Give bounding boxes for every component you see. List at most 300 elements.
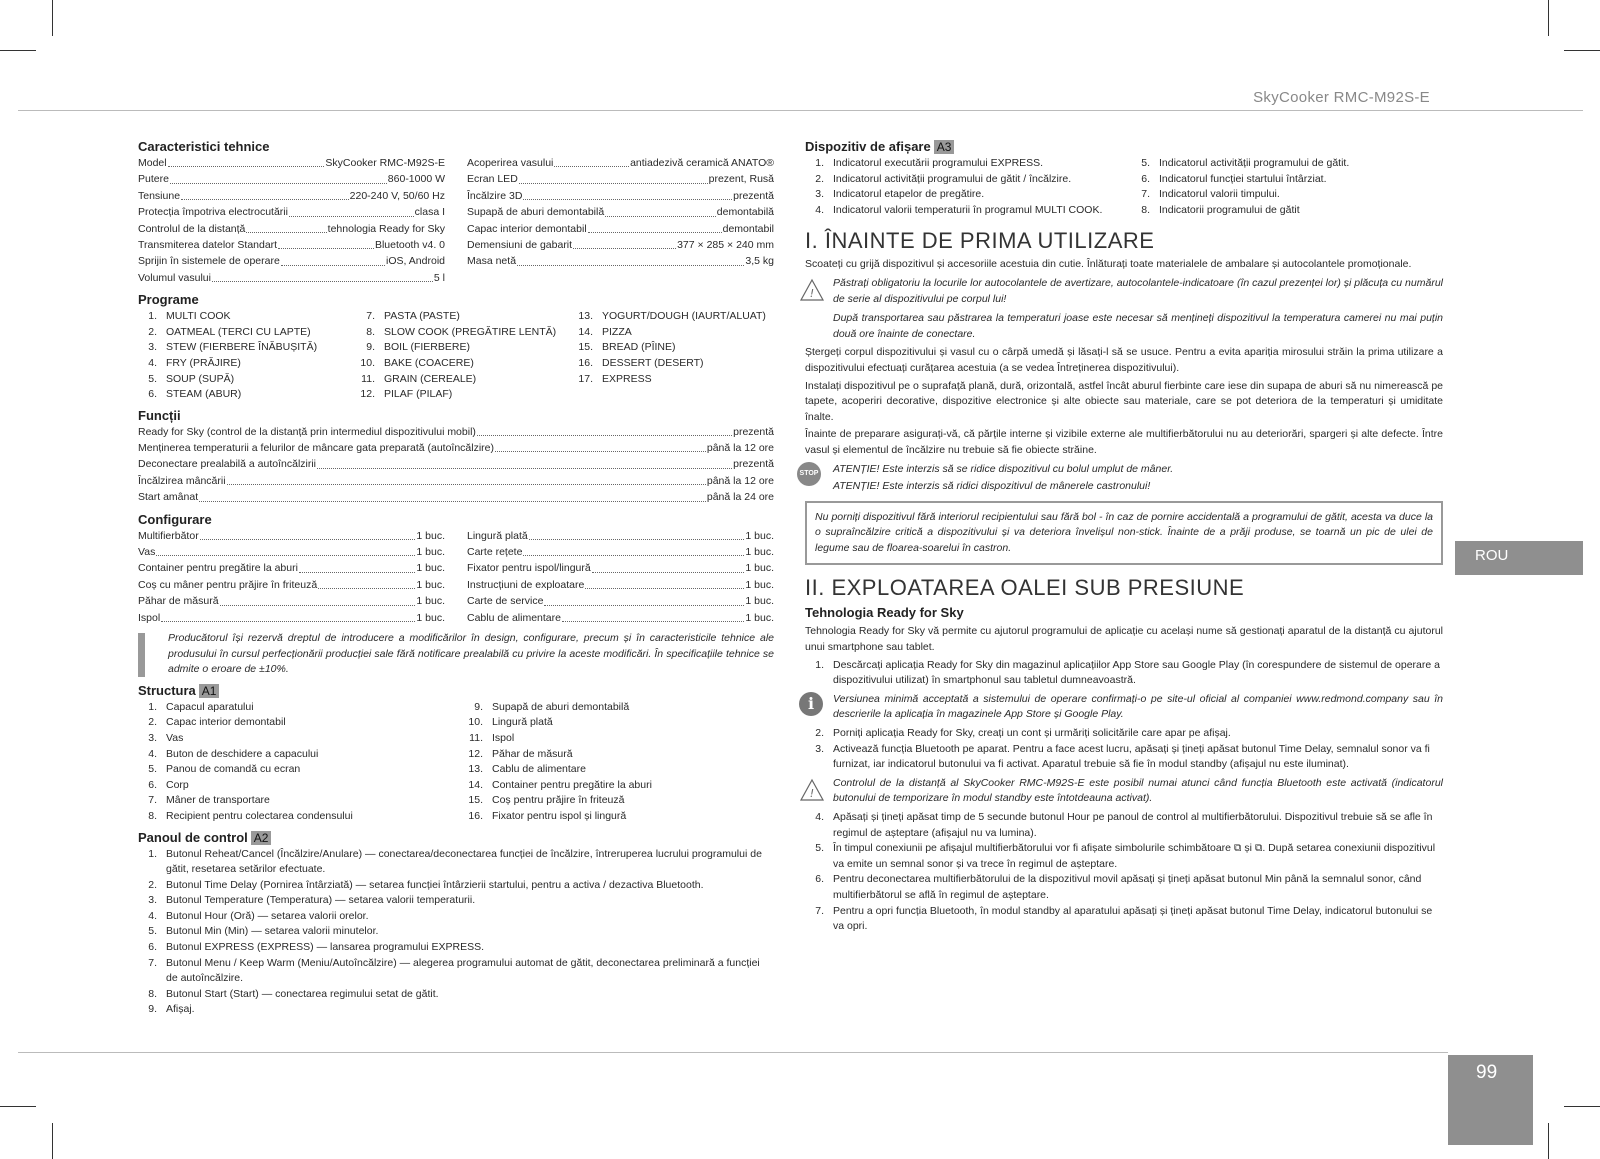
list-item xyxy=(138,847,774,878)
section-1-p1: Scoateți cu grijă dispozitivul și accesoriile acestuia din cutie. Înlăturați toate materialele de ambalare și autocolantele promoționale. xyxy=(805,258,1412,271)
list-item xyxy=(138,809,464,825)
list-item xyxy=(138,372,356,388)
item-text: Pentru a opri funcția Bluetooth, în modul standby al aparatului apăsați și țineți apăsat butonul Time Delay, indicatorul butonului se va opri. xyxy=(833,904,1433,933)
list-item xyxy=(138,747,464,763)
panel-tag: A2 xyxy=(251,831,272,845)
item-number: 7. xyxy=(1141,188,1150,201)
item-number: 10. xyxy=(468,716,483,729)
dot-leader xyxy=(168,156,325,167)
dot-leader xyxy=(299,561,415,572)
dot-leader xyxy=(281,254,385,265)
spec-value: prezentă xyxy=(733,458,774,471)
spec-row xyxy=(467,594,774,610)
item-text: FRY (PRĂJIRE) xyxy=(166,356,241,369)
warning-text-1: Păstrați obligatoriu la locurile lor autocolantele de avertizare, autocolantele-indicatoare (în cazul prezenței lor) și plăcuța cu numărul de serie al dispozitivului pe corpul lui! xyxy=(833,276,1443,305)
spec-key: Carte de service xyxy=(467,595,544,608)
item-text: OATMEAL (TERCI CU LAPTE) xyxy=(166,325,311,338)
structure-tag: A1 xyxy=(199,684,220,698)
section-2-list-3 xyxy=(805,810,1443,935)
item-text: Afișaj. xyxy=(166,1003,195,1016)
list-item xyxy=(138,309,356,325)
item-number: 6. xyxy=(148,778,157,791)
list-item xyxy=(805,203,1127,219)
spec-key: Cablu de alimentare xyxy=(467,611,561,624)
list-item xyxy=(805,156,1127,172)
item-number: 6. xyxy=(815,873,824,886)
specs-left xyxy=(138,156,445,287)
functions-title: Funcții xyxy=(138,407,181,423)
item-number: 1. xyxy=(815,157,824,169)
item-number: 14. xyxy=(468,778,483,791)
spec-row xyxy=(467,254,774,270)
list-item xyxy=(138,325,356,341)
section-2-title: II. EXPLOATAREA OALEI SUB PRESIUNE xyxy=(805,575,1245,601)
list-item xyxy=(138,387,356,403)
item-number: 16. xyxy=(468,809,483,822)
item-text: Indicatorii programului de gătit xyxy=(1159,203,1300,216)
dot-leader xyxy=(227,474,706,485)
dot-leader xyxy=(605,205,716,216)
spec-row xyxy=(138,545,445,561)
spec-row xyxy=(138,425,774,441)
section-2-subtitle: Tehnologia Ready for Sky xyxy=(805,605,964,621)
spec-value: prezent, Rusă xyxy=(708,173,774,186)
item-number: 4. xyxy=(815,203,824,216)
spec-key: Start amânat xyxy=(138,491,199,504)
list-item xyxy=(805,742,1443,773)
item-number: 7. xyxy=(815,904,824,917)
spec-key: Demensiuni de gabarit xyxy=(467,238,573,251)
dot-leader xyxy=(220,594,416,605)
item-number: 16. xyxy=(578,356,593,369)
header-model: SkyCooker RMC-M92S-E xyxy=(1253,89,1430,106)
specs-title: Caracteristici tehnice xyxy=(138,139,270,154)
list-item xyxy=(138,731,464,747)
spec-row xyxy=(138,611,445,627)
spec-row xyxy=(467,529,774,545)
section-2-p1: Tehnologia Ready for Sky vă permite cu ajutorul programului de aplicație cu același nume să gestionați aparatul de la distanță cu ajutorul unui smartphone sau tablet. xyxy=(805,625,1443,654)
item-text: Activează funcția Bluetooth pe aparat. Pentru a face acest lucru, apăsați și țineți apăsat butonul Time Delay, semnalul sonor va fi furnizat, iar indicatorul butonului va fi activat. Aparatul trebuie să fie în modul standby (afișajul nu este iluminat). xyxy=(833,742,1430,771)
spec-key: Masa netă xyxy=(467,255,517,268)
dot-leader xyxy=(523,545,744,556)
display-title: Dispozitiv de afișare A3 xyxy=(805,138,1443,156)
dot-leader xyxy=(588,222,722,233)
item-number: 3. xyxy=(148,341,157,354)
spec-row xyxy=(467,205,774,221)
list-item xyxy=(138,762,464,778)
spec-key: Tensiune xyxy=(138,189,181,202)
boxed-note-text: Nu porniți dispozitivul fără interiorul recipientului sau fără bol - în caz de pornire accidentală a programului de gătit, acesta va duce la o supraîncălzire critică a dispozitivului și va deteriora învelișul non-stick. Înainte de a prăji produse, se toarnă un pic de ulei de legume sau de floarea-soarelui în castron. xyxy=(815,510,1433,554)
list-item xyxy=(805,872,1443,903)
item-number: 8. xyxy=(366,325,375,338)
warning-text-3: Controlul de la distanță al SkyCooker RMC-M92S-E este posibil numai atunci când funcția Bluetooth este activată (indicatorul butonului de temporizare în modul standby este întotdeauna activat). xyxy=(833,776,1443,805)
spec-key: Model xyxy=(138,157,167,169)
spec-value: SkyCooker RMC-M92S-E xyxy=(325,157,445,169)
spec-value: 3,5 kg xyxy=(745,255,774,268)
dot-leader xyxy=(199,490,706,501)
item-text: Butonul Time Delay (Pornirea întârziată) — setarea funcției întârzierii startului, pentru a activa / dezactiva Bluetooth. xyxy=(166,878,704,891)
list-item xyxy=(464,731,774,747)
section-1-p2: Ștergeți corpul dispozitivului și vasul cu o cârpă umedă și lăsați-l să se usuce. Pentru a evita apariția mirosului străin la prima utilizare a dispozitivului efectuați curățarea acestuia (a se vedea Întreținerea dispozitivului). xyxy=(805,346,1443,374)
dot-leader xyxy=(156,545,415,556)
structure-col-2 xyxy=(464,700,774,825)
spec-key: Lingură plată xyxy=(467,529,528,542)
stop-icon: STOP xyxy=(797,462,821,486)
item-number: 5. xyxy=(148,372,157,385)
item-text: Capacul aparatului xyxy=(166,700,254,713)
item-text: Butonul Start (Start) — conectarea regimului setat de gătit. xyxy=(166,987,439,1000)
item-text: Indicatorul activității programului de gătit / încălzire. xyxy=(833,172,1072,185)
item-text: Indicatorul activității programului de gătit. xyxy=(1159,157,1350,169)
item-text: Indicatorul executării programului EXPRESS. xyxy=(833,157,1044,169)
spec-value: iOS, Android xyxy=(386,255,445,268)
warning-text-2: După transportarea sau păstrarea la temperaturi joase este necesar să mențineți dispozitivul la temperatura camerei nu mai puțin două ore înainte de conectare. xyxy=(833,312,1443,340)
crop-mark xyxy=(0,50,36,51)
item-text: În timpul conexiunii pe afișajul multifierbătorului vor fi afișate simbolurile schimbătoare ⧉ și ⧉. După setarea conexiunii dispozitivul va emite un semnal sonor și va trece în regimul de așteptare. xyxy=(833,842,1436,870)
spec-row xyxy=(467,545,774,561)
info-icon: i xyxy=(799,692,823,716)
programs-col-1 xyxy=(138,309,356,403)
list-item xyxy=(138,356,356,372)
dot-leader xyxy=(161,611,415,622)
dot-leader xyxy=(519,172,708,183)
display-col-2 xyxy=(1131,156,1443,218)
item-number: 7. xyxy=(148,794,157,807)
display-tag: A3 xyxy=(934,140,955,154)
item-text: PILAF (PILAF) xyxy=(384,388,453,401)
item-number: 14. xyxy=(578,325,593,338)
item-text: Păhar de măsură xyxy=(492,747,573,760)
spec-key: Carte rețete xyxy=(467,546,523,559)
spec-value: 1 buc. xyxy=(416,529,445,542)
list-item xyxy=(574,309,774,325)
item-number: 2. xyxy=(815,172,824,185)
spec-value: 860-1000 W xyxy=(387,173,445,186)
item-text: Butonul Reheat/Cancel (Încălzire/Anulare) — conectarea/deconectarea funcției de încălzire, întreruperea lucrului programului de gătit, resetarea setărilor efectuate. xyxy=(166,847,762,876)
spec-key: Instrucțiuni de exploatare xyxy=(467,578,585,591)
spec-row xyxy=(138,457,774,473)
item-text: Capac interior demontabil xyxy=(166,716,286,729)
item-text: Butonul Hour (Oră) — setarea valorii orelor. xyxy=(166,909,369,922)
item-text: Container pentru pregătire la aburi xyxy=(492,778,652,791)
specs-right xyxy=(467,156,774,287)
page-number: 99 xyxy=(1448,1055,1533,1145)
dot-leader xyxy=(200,529,416,540)
item-number: 13. xyxy=(578,310,593,323)
spec-row xyxy=(467,611,774,627)
spec-key: Container pentru pregătire la aburi xyxy=(138,562,298,575)
spec-row xyxy=(467,189,774,205)
disclaimer-note xyxy=(138,631,774,678)
list-item xyxy=(464,778,774,794)
item-text: Butonul Menu / Keep Warm (Meniu/Autoîncălzire) — alegerea programului automat de gătit, deconectarea preliminară a funcției de autoîncălzire. xyxy=(166,956,760,985)
item-number: 11. xyxy=(361,372,375,385)
item-number: 4. xyxy=(148,356,157,369)
spec-value: 1 buc. xyxy=(745,595,774,608)
item-text: BOIL (FIERBERE) xyxy=(384,341,470,354)
item-number: 6. xyxy=(148,941,157,954)
spec-value: Bluetooth v4. 0 xyxy=(374,238,445,251)
crop-mark xyxy=(1564,1106,1600,1107)
spec-value: tehnologia Ready for Sky xyxy=(327,222,445,235)
list-item xyxy=(1131,187,1443,203)
panel-title: Panoul de control A2 xyxy=(138,829,774,847)
item-number: 3. xyxy=(815,742,824,755)
item-text: DESSERT (DESERT) xyxy=(602,356,704,369)
list-item xyxy=(464,762,774,778)
crop-mark xyxy=(52,0,53,36)
item-number: 4. xyxy=(148,747,157,760)
svg-text:!: ! xyxy=(809,286,815,300)
spec-row xyxy=(467,156,774,172)
crop-mark xyxy=(52,1123,53,1159)
dot-leader xyxy=(573,238,676,249)
list-item xyxy=(464,700,774,716)
spec-key: Controlul de la distanță xyxy=(138,222,246,235)
spec-key: Deconectare prealabilă a autoîncălzirii xyxy=(138,458,317,471)
item-number: 2. xyxy=(148,716,157,729)
spec-key: Acoperirea vasului xyxy=(467,157,554,169)
list-item xyxy=(138,340,356,356)
list-item xyxy=(138,924,774,940)
item-number: 12. xyxy=(468,747,483,760)
item-number: 6. xyxy=(148,388,157,401)
spec-key: Putere xyxy=(138,173,169,186)
spec-row xyxy=(138,490,774,506)
item-number: 2. xyxy=(148,878,157,891)
dot-leader xyxy=(495,441,706,452)
dot-leader xyxy=(517,254,744,265)
spec-row xyxy=(138,594,445,610)
spec-key: Păhar de măsură xyxy=(138,595,219,608)
spec-value: demontabil xyxy=(722,222,774,235)
spec-value: 1 buc. xyxy=(416,611,445,624)
spec-row xyxy=(138,578,445,594)
spec-key: Sprijin în sistemele de operare xyxy=(138,255,280,268)
section-1-p4: Înainte de preparare asigurați-vă, că părțile interne și vizibile externe ale multifierbătorului nu au deteriorări, spargeri și alte defecte. Între vasul și elementul de încălzire nu trebuie să fie obiecte străine. xyxy=(805,428,1443,456)
list-item xyxy=(464,747,774,763)
list-item xyxy=(574,340,774,356)
item-text: Panou de comandă cu ecran xyxy=(166,763,301,776)
spec-row xyxy=(467,561,774,577)
warning-icon xyxy=(799,778,825,802)
spec-value: 1 buc. xyxy=(745,546,774,559)
list-item xyxy=(464,809,774,825)
spec-row xyxy=(138,254,445,270)
item-text: STEAM (ABUR) xyxy=(166,388,242,401)
svg-text:!: ! xyxy=(809,786,815,800)
spec-value: 1 buc. xyxy=(416,562,445,575)
item-number: 1. xyxy=(148,847,157,860)
section-2-list-2 xyxy=(805,726,1443,773)
spec-value: 1 buc. xyxy=(745,578,774,591)
dot-leader xyxy=(477,425,732,436)
disclaimer-text: Producătorul își rezervă dreptul de introducere a modificărilor în design, configurare, precum și în caracteristicile tehnice ale produsului în cursul perfecționării producției sale fără notificare prealabilă cu privire la aceste modificări. În specificațiile tehnice se admite o eroare de ±10%. xyxy=(168,631,774,676)
right-column xyxy=(799,134,1443,935)
item-number: 4. xyxy=(148,909,157,922)
list-item xyxy=(138,793,464,809)
item-number: 15. xyxy=(578,341,593,354)
spec-row xyxy=(138,561,445,577)
item-number: 7. xyxy=(366,310,375,323)
item-text: Recipient pentru colectarea condensului xyxy=(166,809,353,822)
list-item xyxy=(805,841,1443,872)
spec-row xyxy=(138,529,445,545)
list-item xyxy=(805,187,1127,203)
config-left xyxy=(138,529,445,627)
spec-key: Încălzirea mâncării xyxy=(138,474,226,487)
spec-row xyxy=(138,238,445,254)
spec-row xyxy=(467,578,774,594)
list-item xyxy=(574,325,774,341)
spec-value: 1 buc. xyxy=(416,595,445,608)
functions-list xyxy=(138,425,774,507)
item-text: Apăsați și țineți apăsat timp de 5 secunde butonul Hour pe panoul de control al multifierbătorului. Dispozitivul trebuie să se afle în regimul de așteptare (afișajul nu va lumina). xyxy=(833,811,1433,839)
item-text: PASTA (PASTE) xyxy=(384,310,460,323)
item-number: 2. xyxy=(148,325,157,338)
item-text: YOGURT/DOUGH (IAURT/ALUAT) xyxy=(602,310,766,323)
spec-key: Vas xyxy=(138,546,156,559)
item-number: 8. xyxy=(148,987,157,1000)
item-text: BAKE (COACERE) xyxy=(384,356,474,369)
config-right xyxy=(467,529,774,627)
section-1-title: I. ÎNAINTE DE PRIMA UTILIZARE xyxy=(805,228,1155,254)
item-number: 6. xyxy=(1141,172,1150,185)
spec-row xyxy=(138,156,445,172)
item-number: 5. xyxy=(148,763,157,776)
programs-col-2 xyxy=(356,309,574,403)
item-text: GRAIN (CEREALE) xyxy=(384,372,477,385)
display-col-1 xyxy=(805,156,1127,218)
dot-leader xyxy=(592,561,745,572)
item-number: 9. xyxy=(474,700,483,713)
left-column xyxy=(138,134,774,1018)
list-item xyxy=(805,904,1443,935)
warning-note xyxy=(805,276,1443,342)
list-item xyxy=(138,715,464,731)
dot-leader xyxy=(529,529,745,540)
list-item xyxy=(1131,172,1443,188)
crop-mark xyxy=(1564,50,1600,51)
spec-row xyxy=(467,172,774,188)
spec-key: Volumul vasului xyxy=(138,271,211,284)
spec-value: clasa I xyxy=(414,206,445,219)
item-text: STEW (FIERBERE ÎNĂBUȘITĂ) xyxy=(166,341,318,354)
list-item xyxy=(464,793,774,809)
crop-mark xyxy=(0,1106,36,1107)
item-number: 9. xyxy=(366,341,375,354)
item-number: 4. xyxy=(815,811,824,823)
spec-value: 1 buc. xyxy=(745,529,774,542)
item-text: Porniți aplicația Ready for Sky, creați un cont și urmăriți solicitările care apar pe afișaj. xyxy=(833,727,1231,740)
dot-leader xyxy=(544,594,744,605)
dot-leader xyxy=(562,611,744,622)
list-item xyxy=(805,172,1127,188)
item-number: 13. xyxy=(468,763,483,776)
spec-row xyxy=(138,271,445,287)
item-text: Butonul Temperature (Temperatura) — setarea valorii temperaturii. xyxy=(166,894,476,907)
spec-row xyxy=(138,189,445,205)
spec-value: 377 × 285 × 240 mm xyxy=(677,238,774,251)
list-item xyxy=(356,309,574,325)
structure-title: Structura A1 xyxy=(138,682,774,700)
item-text: Coș pentru prăjire în friteuză xyxy=(492,794,625,807)
list-item xyxy=(138,1002,774,1018)
item-number: 17. xyxy=(578,372,593,385)
dot-leader xyxy=(317,457,732,468)
item-number: 3. xyxy=(148,731,157,744)
dot-leader xyxy=(554,156,629,167)
spec-row xyxy=(138,474,774,490)
spec-row xyxy=(138,205,445,221)
spec-key: Încălzire 3D xyxy=(467,189,523,202)
spec-key: Transmiterea datelor Standart xyxy=(138,238,278,251)
programs-col-3 xyxy=(574,309,774,403)
spec-key: Protecția împotriva electrocutării xyxy=(138,206,288,219)
spec-value: până la 12 ore xyxy=(706,474,774,487)
item-text: Vas xyxy=(166,731,184,744)
list-item xyxy=(1131,203,1443,219)
item-number: 9. xyxy=(148,1003,157,1016)
item-number: 11. xyxy=(469,731,483,744)
item-text: Butonul EXPRESS (EXPRESS) — lansarea programului EXPRESS. xyxy=(166,941,485,954)
programs-title: Programe xyxy=(138,292,199,308)
item-text: SLOW COOK (PREGĂTIRE LENTĂ) xyxy=(384,325,557,338)
section-2-list-1 xyxy=(805,658,1443,689)
item-number: 12. xyxy=(360,388,375,401)
dot-leader xyxy=(318,578,415,589)
section-1-p3: Instalați dispozitivul pe o suprafață plană, dură, orizontală, astfel încât aburul fierbinte care iese din supapa de aburi să nu nimerească pe tapete, acoperiri decorative, dispozitive electronice și alte obiecte sau materiale, care se pot deteriora de la temperaturi și umiditate înalte. xyxy=(805,379,1443,423)
item-number: 1. xyxy=(148,310,157,323)
structure-col-1 xyxy=(138,700,464,825)
stop-text-1: ATENȚIE! Este interzis să se ridice dispozitivul cu bolul umplut de mâner. xyxy=(833,462,1174,475)
list-item xyxy=(356,387,574,403)
dot-leader xyxy=(246,222,326,233)
item-text: Butonul Min (Min) — setarea valorii minutelor. xyxy=(166,925,379,938)
item-number: 3. xyxy=(148,894,157,907)
dot-leader xyxy=(181,189,349,200)
item-number: 1. xyxy=(148,700,157,713)
spec-value: 1 buc. xyxy=(416,546,445,559)
spec-value: prezentă xyxy=(733,189,774,202)
item-text: BREAD (PÎINE) xyxy=(602,341,676,354)
list-item xyxy=(138,909,774,925)
header-divider xyxy=(18,110,1583,111)
dot-leader xyxy=(212,271,433,282)
spec-row xyxy=(467,238,774,254)
spec-key: Capac interior demontabil xyxy=(467,222,587,235)
config-title: Configurare xyxy=(138,511,212,527)
item-number: 10. xyxy=(360,356,375,369)
spec-value: până la 12 ore xyxy=(706,442,774,455)
list-item xyxy=(574,372,774,388)
spec-value: 1 buc. xyxy=(416,578,445,591)
item-text: Lingură plată xyxy=(492,716,553,729)
spec-value: 1 buc. xyxy=(745,611,774,624)
spec-value: prezentă xyxy=(733,425,774,438)
spec-value: 5 l xyxy=(433,271,445,284)
spec-key: Coș cu mâner pentru prăjire în friteuză xyxy=(138,578,318,591)
item-number: 3. xyxy=(815,188,824,201)
list-item xyxy=(138,778,464,794)
stop-note xyxy=(799,462,1443,495)
list-item xyxy=(464,715,774,731)
stop-text-2: ATENȚIE! Este interzis să ridici dispozitivul de mânerele castronului! xyxy=(833,480,1151,493)
boxed-note xyxy=(805,501,1443,566)
spec-value: antiadezivă ceramică ANATO® xyxy=(630,157,774,169)
list-item xyxy=(805,726,1443,742)
spec-key: Fixator pentru ispol/lingură xyxy=(467,562,591,575)
